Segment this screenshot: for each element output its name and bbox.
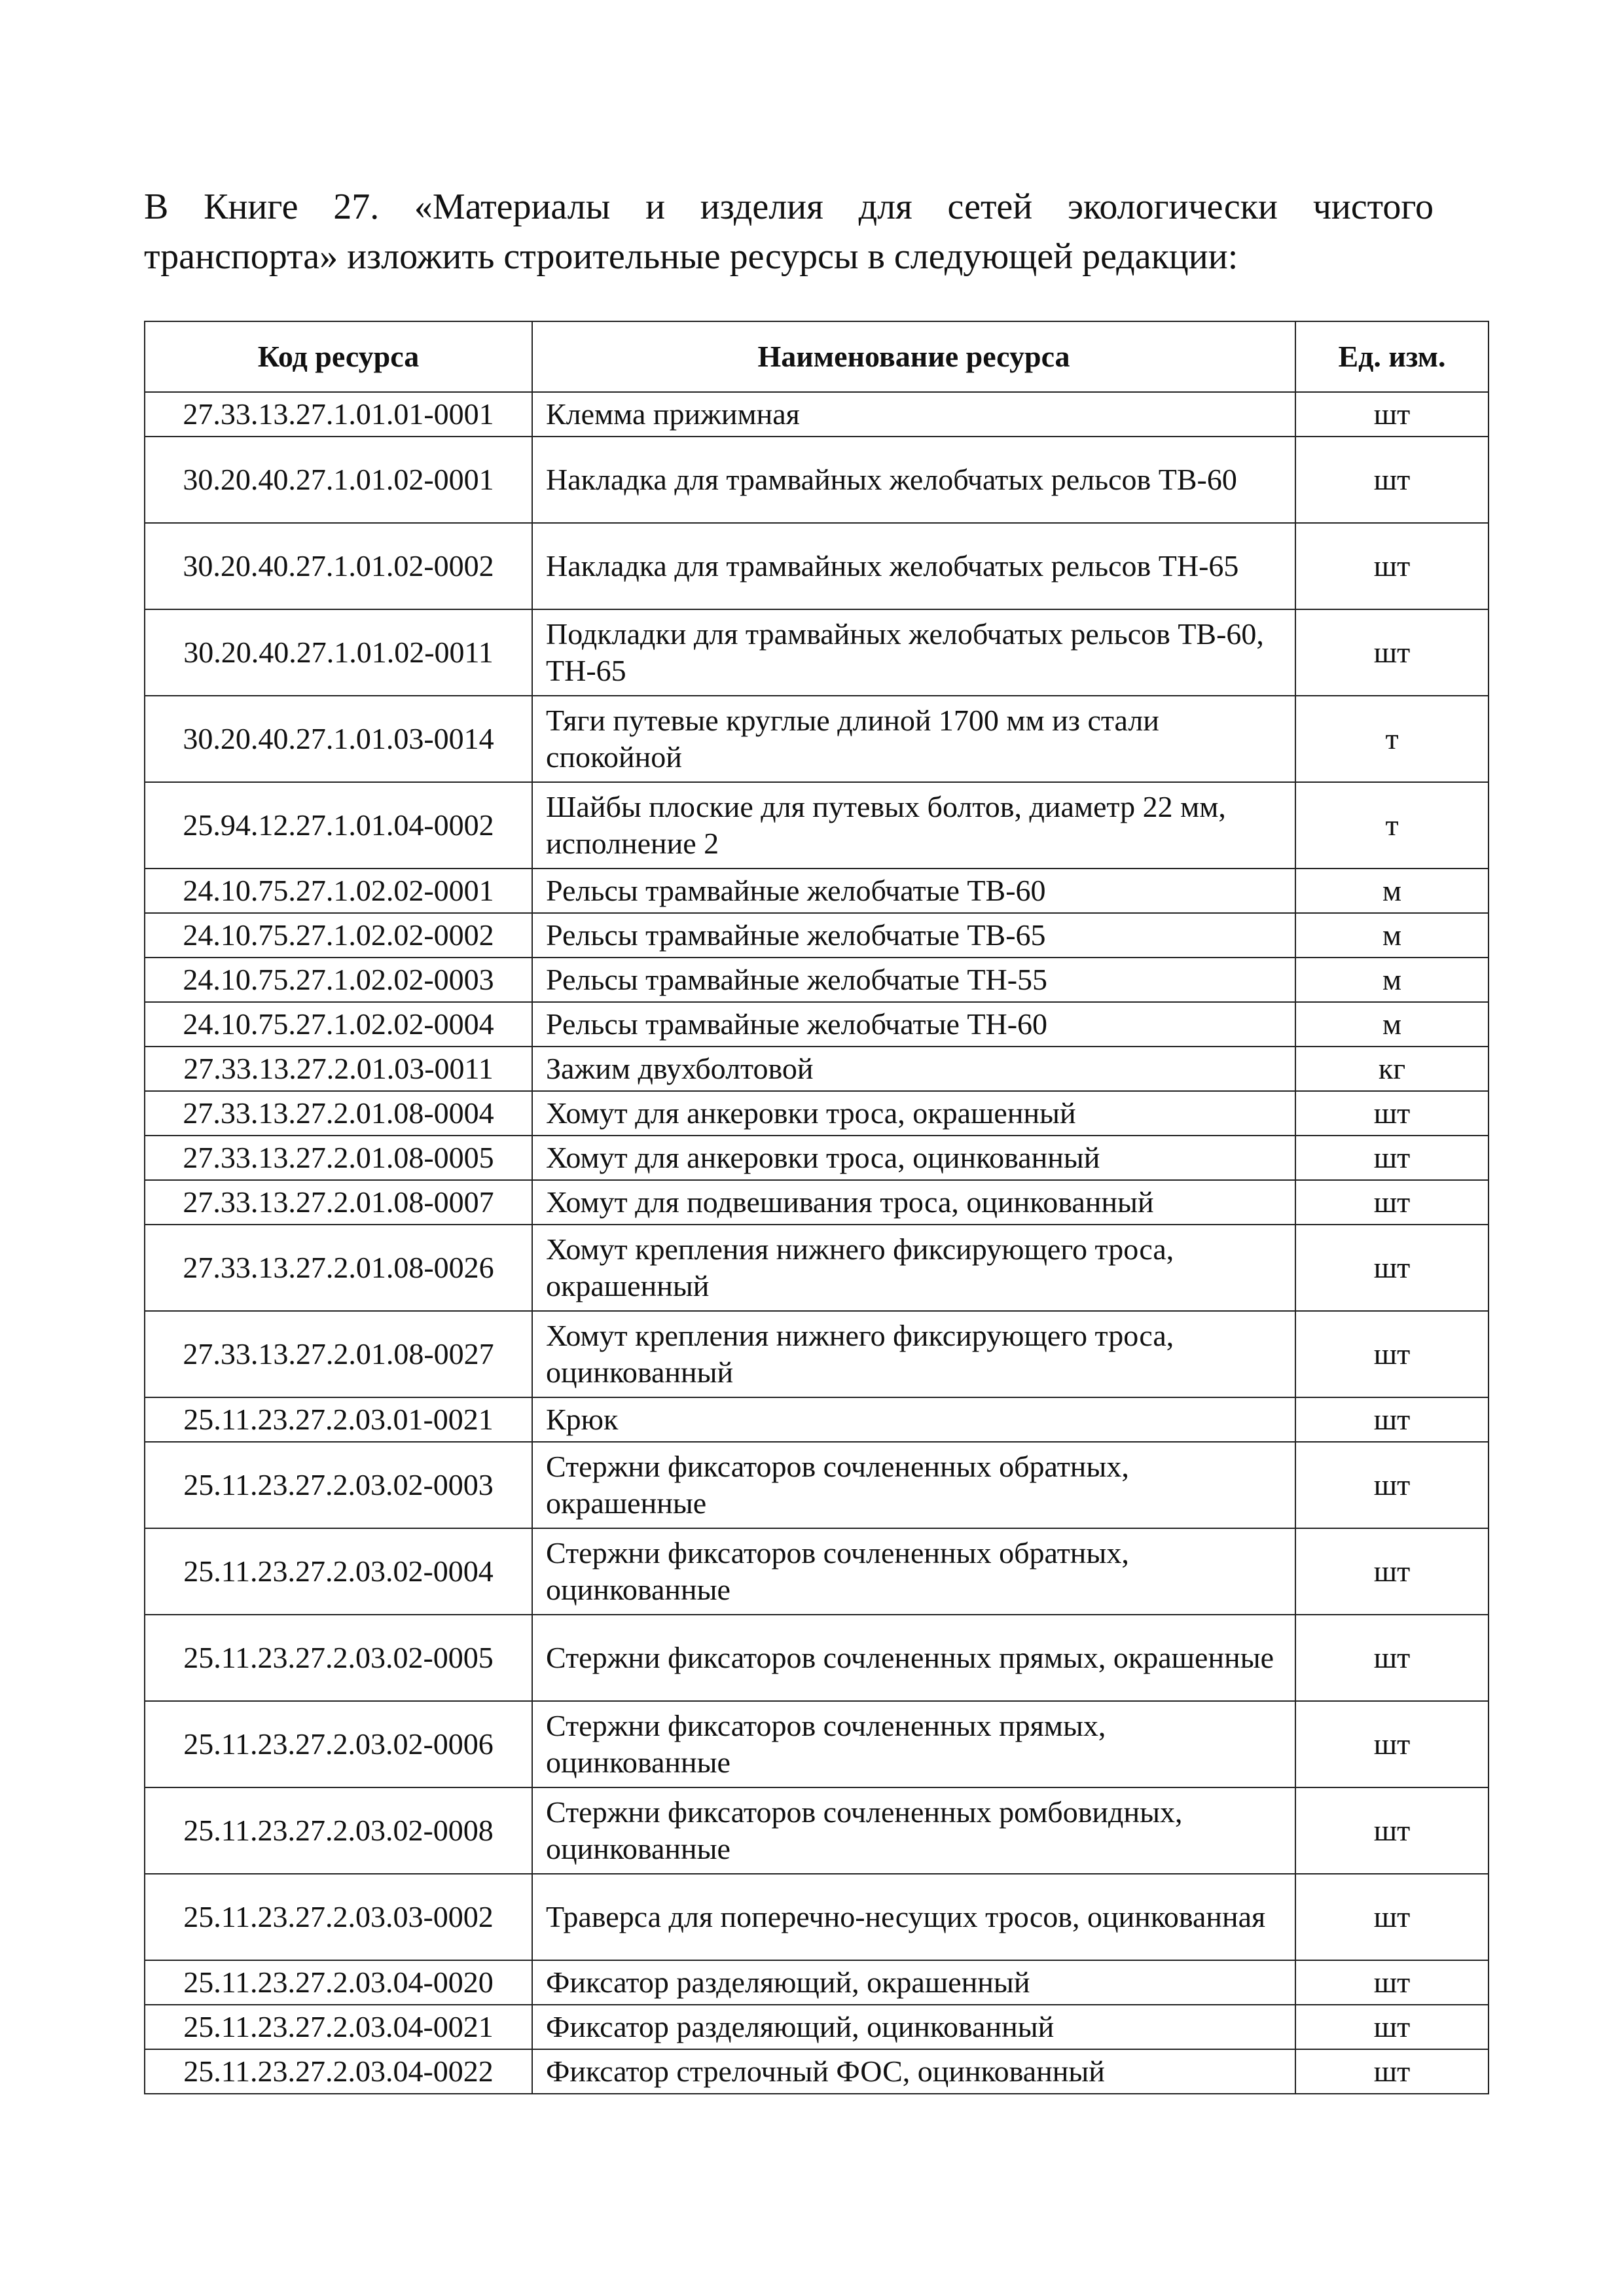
cell-code: 30.20.40.27.1.01.02-0001 bbox=[145, 437, 532, 523]
cell-code: 25.11.23.27.2.03.02-0004 bbox=[145, 1528, 532, 1615]
cell-code: 25.11.23.27.2.03.04-0022 bbox=[145, 2049, 532, 2094]
cell-unit: шт bbox=[1295, 1528, 1489, 1615]
table-row bbox=[145, 1701, 1489, 1787]
cell-name: Хомут крепления нижнего фиксирующего троса, оцинкованный bbox=[532, 1311, 1295, 1397]
cell-unit: шт bbox=[1295, 1701, 1489, 1787]
cell-unit: шт bbox=[1295, 1225, 1489, 1311]
cell-unit: шт bbox=[1295, 1180, 1489, 1225]
cell-unit: м bbox=[1295, 958, 1489, 1002]
cell-code: 25.11.23.27.2.03.03-0002 bbox=[145, 1874, 532, 1960]
header-unit: Ед. изм. bbox=[1295, 321, 1489, 392]
cell-code: 27.33.13.27.1.01.01-0001 bbox=[145, 392, 532, 437]
cell-code: 27.33.13.27.2.01.08-0005 bbox=[145, 1136, 532, 1180]
table-row bbox=[145, 1047, 1489, 1091]
cell-code: 25.11.23.27.2.03.04-0021 bbox=[145, 2005, 532, 2049]
cell-code: 24.10.75.27.1.02.02-0003 bbox=[145, 958, 532, 1002]
cell-unit: шт bbox=[1295, 1787, 1489, 1874]
cell-name: Шайбы плоские для путевых болтов, диаметр 22 мм, исполнение 2 bbox=[532, 782, 1295, 869]
table-row bbox=[145, 913, 1489, 958]
cell-unit: шт bbox=[1295, 1874, 1489, 1960]
cell-code: 24.10.75.27.1.02.02-0001 bbox=[145, 869, 532, 913]
cell-unit: шт bbox=[1295, 1442, 1489, 1528]
cell-code: 27.33.13.27.2.01.08-0026 bbox=[145, 1225, 532, 1311]
cell-unit: т bbox=[1295, 782, 1489, 869]
cell-name: Хомут крепления нижнего фиксирующего троса, окрашенный bbox=[532, 1225, 1295, 1311]
intro-line-1: В Книге 27. «Материалы и изделия для сетей экологически чистого bbox=[144, 187, 1434, 227]
cell-name: Стержни фиксаторов сочлененных обратных, оцинкованные bbox=[532, 1528, 1295, 1615]
table-row bbox=[145, 1225, 1489, 1311]
cell-code: 25.11.23.27.2.03.02-0003 bbox=[145, 1442, 532, 1528]
table-row bbox=[145, 392, 1489, 437]
cell-unit: шт bbox=[1295, 392, 1489, 437]
table-row bbox=[145, 1874, 1489, 1960]
cell-code: 27.33.13.27.2.01.08-0027 bbox=[145, 1311, 532, 1397]
cell-code: 25.11.23.27.2.03.02-0006 bbox=[145, 1701, 532, 1787]
cell-name: Клемма прижимная bbox=[532, 392, 1295, 437]
cell-name: Стержни фиксаторов сочлененных ромбовидных, оцинкованные bbox=[532, 1787, 1295, 1874]
cell-name: Стержни фиксаторов сочлененных прямых, окрашенные bbox=[532, 1615, 1295, 1701]
table-row bbox=[145, 1091, 1489, 1136]
header-code: Код ресурса bbox=[145, 321, 532, 392]
table-row bbox=[145, 1787, 1489, 1874]
cell-name: Рельсы трамвайные желобчатые ТН-60 bbox=[532, 1002, 1295, 1047]
cell-name: Фиксатор разделяющий, окрашенный bbox=[532, 1960, 1295, 2005]
cell-unit: шт bbox=[1295, 437, 1489, 523]
cell-unit: шт bbox=[1295, 1136, 1489, 1180]
cell-code: 30.20.40.27.1.01.02-0002 bbox=[145, 523, 532, 609]
cell-code: 30.20.40.27.1.01.03-0014 bbox=[145, 696, 532, 782]
cell-unit: шт bbox=[1295, 1311, 1489, 1397]
table-row bbox=[145, 1136, 1489, 1180]
cell-name: Рельсы трамвайные желобчатые ТВ-60 bbox=[532, 869, 1295, 913]
cell-code: 30.20.40.27.1.01.02-0011 bbox=[145, 609, 532, 696]
cell-name: Хомут для подвешивания троса, оцинкованный bbox=[532, 1180, 1295, 1225]
cell-name: Тяги путевые круглые длиной 1700 мм из стали спокойной bbox=[532, 696, 1295, 782]
header-name: Наименование ресурса bbox=[532, 321, 1295, 392]
cell-name: Рельсы трамвайные желобчатые ТВ-65 bbox=[532, 913, 1295, 958]
cell-unit: шт bbox=[1295, 1615, 1489, 1701]
table-row bbox=[145, 958, 1489, 1002]
cell-code: 25.11.23.27.2.03.04-0020 bbox=[145, 1960, 532, 2005]
cell-code: 25.11.23.27.2.03.02-0005 bbox=[145, 1615, 532, 1701]
table-row bbox=[145, 523, 1489, 609]
table-header-row bbox=[145, 321, 1489, 392]
cell-unit: шт bbox=[1295, 2049, 1489, 2094]
cell-unit: т bbox=[1295, 696, 1489, 782]
cell-unit: шт bbox=[1295, 609, 1489, 696]
table-row bbox=[145, 1528, 1489, 1615]
cell-code: 25.94.12.27.1.01.04-0002 bbox=[145, 782, 532, 869]
cell-code: 25.11.23.27.2.03.01-0021 bbox=[145, 1397, 532, 1442]
cell-name: Рельсы трамвайные желобчатые ТН-55 bbox=[532, 958, 1295, 1002]
cell-name: Стержни фиксаторов сочлененных обратных, окрашенные bbox=[532, 1442, 1295, 1528]
cell-code: 24.10.75.27.1.02.02-0004 bbox=[145, 1002, 532, 1047]
cell-unit: шт bbox=[1295, 523, 1489, 609]
cell-unit: шт bbox=[1295, 1397, 1489, 1442]
cell-name: Зажим двухболтовой bbox=[532, 1047, 1295, 1091]
cell-unit: м bbox=[1295, 913, 1489, 958]
table-row bbox=[145, 1442, 1489, 1528]
table-row bbox=[145, 1311, 1489, 1397]
cell-name: Фиксатор стрелочный ФОС, оцинкованный bbox=[532, 2049, 1295, 2094]
cell-name: Подкладки для трамвайных желобчатых рельсов ТВ-60, ТН-65 bbox=[532, 609, 1295, 696]
cell-unit: м bbox=[1295, 1002, 1489, 1047]
cell-code: 25.11.23.27.2.03.02-0008 bbox=[145, 1787, 532, 1874]
cell-code: 27.33.13.27.2.01.08-0007 bbox=[145, 1180, 532, 1225]
cell-name: Накладка для трамвайных желобчатых рельсов ТВ-60 bbox=[532, 437, 1295, 523]
cell-name: Фиксатор разделяющий, оцинкованный bbox=[532, 2005, 1295, 2049]
table-row bbox=[145, 609, 1489, 696]
intro-paragraph bbox=[144, 182, 1434, 281]
cell-name: Хомут для анкеровки троса, окрашенный bbox=[532, 1091, 1295, 1136]
intro-line-2: транспорта» изложить строительные ресурсы в следующей редакции: bbox=[144, 236, 1238, 277]
cell-name: Крюк bbox=[532, 1397, 1295, 1442]
table-row bbox=[145, 1960, 1489, 2005]
cell-unit: шт bbox=[1295, 1960, 1489, 2005]
cell-name: Стержни фиксаторов сочлененных прямых, оцинкованные bbox=[532, 1701, 1295, 1787]
table-row bbox=[145, 1180, 1489, 1225]
cell-name: Хомут для анкеровки троса, оцинкованный bbox=[532, 1136, 1295, 1180]
table-row bbox=[145, 782, 1489, 869]
table-row bbox=[145, 1397, 1489, 1442]
cell-code: 27.33.13.27.2.01.03-0011 bbox=[145, 1047, 532, 1091]
table-row bbox=[145, 437, 1489, 523]
cell-unit: кг bbox=[1295, 1047, 1489, 1091]
cell-name: Траверса для поперечно-несущих тросов, оцинкованная bbox=[532, 1874, 1295, 1960]
table-row bbox=[145, 1002, 1489, 1047]
cell-unit: шт bbox=[1295, 1091, 1489, 1136]
cell-unit: шт bbox=[1295, 2005, 1489, 2049]
table-row bbox=[145, 869, 1489, 913]
cell-code: 27.33.13.27.2.01.08-0004 bbox=[145, 1091, 532, 1136]
cell-unit: м bbox=[1295, 869, 1489, 913]
table-row bbox=[145, 696, 1489, 782]
cell-name: Накладка для трамвайных желобчатых рельсов ТН-65 bbox=[532, 523, 1295, 609]
table-row bbox=[145, 2005, 1489, 2049]
table-row bbox=[145, 2049, 1489, 2094]
resources-table bbox=[144, 321, 1489, 2094]
cell-code: 24.10.75.27.1.02.02-0002 bbox=[145, 913, 532, 958]
table-row bbox=[145, 1615, 1489, 1701]
